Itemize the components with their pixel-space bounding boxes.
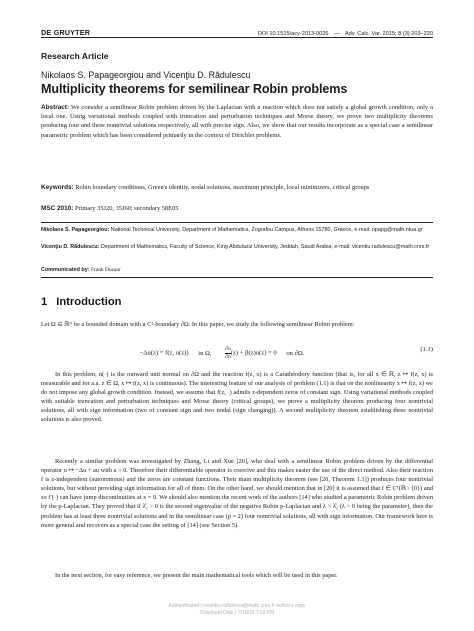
header-rule	[41, 37, 433, 38]
paragraph-2: Recently a similar problem was investigated by Zhang, Li and Xue [20], who deal with a semilinear Robin problem driven by the differential operator u ↦ −Δu + au with a > 0. Therefore their differentiable operator is coercive and this makes easier the use of the direct method. Also their reaction f is z-independent (autonomous) and the zeros are constant functions. Their main multiplicity theorem (see [20, Theorem 1.1]) produces four nontrivial solutions, but without providing sign information for all of them. On the other hand, we should mention that in [20] it is assumed that f ∈ C¹(ℝ \ {0}) and so f′(·) can have jump discontinuities at x = 0. We should also mention the recent work of the authors [14] who studied a parametric Robin problem driven by the p-Laplacian. They proved that if λ̂₂ > 0 is the second eigenvalue of the negative Robin p-Laplacian and λ > λ̂₂ (λ > 0 being the parameter), then the problem has at least three nontrivial solutions and in the semilinear case (p = 2) four nontrivial solutions, all with sign information. Our framework here is more general and recovers as a special case the setting of [14] (see Section 5).	[41, 458, 433, 529]
publisher-logo: DE GRUYTER	[41, 28, 91, 37]
equation-boundary: on ∂Ω.	[286, 349, 305, 357]
affiliation-2	[41, 243, 433, 251]
header-divider: —	[334, 31, 340, 37]
section-number: 1	[41, 296, 48, 308]
equation-1-1	[41, 346, 433, 360]
equation-number: (1.1)	[420, 346, 433, 353]
footer-authenticated: Authenticated | vicentiu.radulescu@math.cnrs.fr author's copy	[168, 603, 306, 609]
affiliation-text: National Technical University, Department of Mathematics, Zografou Campus, Athens 15780, Greece, e-mail: npapg@math.ntua.gr	[110, 227, 423, 233]
front-matter-rule	[41, 277, 433, 278]
msc-text: Primary 35J20, 35J60; secondary 58E05	[74, 205, 179, 212]
communicated-label: Communicated by:	[41, 267, 90, 273]
communicated-by	[41, 267, 121, 273]
affiliation-name: Vicenţiu D. Rădulescu:	[41, 244, 100, 250]
article-type: Research Article	[41, 51, 109, 61]
affiliation-1	[41, 226, 433, 234]
affiliation-text: Department of Mathematics, Faculty of Science, King Abdulaziz University, Jeddah, Saudi Arabia, e-mail: vicentiu.radulescu@math.cnrs.fr	[100, 244, 430, 250]
paragraph-1: In this problem, n(·) is the outward unit normal on ∂Ω and the reaction f(z, x) is a Carathéodory function (that is, for all x ∈ ℝ, z ↦ f(z, x) is measurable and for a.a. z ∈ Ω, x ↦ f(z, x) is continuous). The interesting feature of our analysis of problem (1.1) is that on the nonlinearity x ↦ f(z, x) we do not impose any global growth condition. Instead, we assume that f(z, ·) admits z-dependent zeros of constant sign. Using variational methods coupled with suitable truncation and perturbation techniques and Morse theory (critical groups), we prove a multiplicity theorem producing four nontrivial solutions, all with sign information (two of constant sign and two nodal (sign changing)). A second multiplicity theorem establishing three nontrivial solutions is also proved.	[41, 371, 433, 424]
frac-numerator: ∂u	[225, 346, 231, 352]
msc-label: MSC 2010:	[41, 205, 74, 212]
paragraph-3: In the next section, for easy reference, we present the main mathematical tools which will be used in this paper.	[55, 572, 338, 579]
section-title: Introduction	[56, 296, 122, 308]
keywords	[41, 183, 433, 192]
journal-citation: Adv. Calc. Var. 2015; 8 (3):203–220	[344, 31, 433, 37]
intro-paragraph: Let Ω ⊆ ℝᴺ be a bounded domain with a C²-boundary ∂Ω. In this paper, we study the following semilinear Robin problem:	[41, 321, 355, 328]
section-heading	[41, 296, 121, 308]
author-list: Nikolaos S. Papageorgiou and Vicenţiu D. Rădulescu	[41, 70, 251, 80]
equation-lhs: −Δu(z) = f(z, u(z))	[139, 349, 189, 357]
article-title: Multiplicity theorems for semilinear Robin problems	[41, 82, 348, 96]
keywords-text: Robin boundary conditions, Green's identity, nodal solutions, maximum principle, local minimizers, critical groups	[75, 184, 370, 191]
equation-body	[41, 346, 403, 360]
footer-download-date: Download Date | 7/10/15 7:22 PM	[199, 610, 275, 616]
abstract-text: We consider a semilinear Robin problem driven by the Laplacian with a reaction which does not satisfy a global growth condition, only a local one. Using variational methods coupled with truncation and perturbation techniques and Morse theory, we prove two multiplicity theorems producing four and three nontrivial solutions respectively, all with precise sign. Also, we show that our results incorporate as a special case a semilinear parametric problem which has been considered primarily in the context of Dirichlet problems.	[41, 104, 433, 139]
abstract	[41, 103, 433, 140]
communicated-name: Frank Duzaar	[91, 267, 121, 273]
affiliation-name: Nikolaos S. Papageorgiou:	[41, 227, 110, 233]
equation-domain: in Ω,	[198, 349, 212, 357]
equation-rhs: (z) + β(z)u(z) = 0	[230, 349, 277, 357]
abstract-label: Abstract:	[41, 104, 70, 111]
frac-denominator: ∂n	[225, 353, 231, 360]
msc-classification	[41, 205, 433, 212]
download-footer	[0, 603, 474, 617]
doi-link[interactable]: DOI 10.1515/acv-2013-0026	[257, 31, 329, 37]
journal-header	[41, 28, 433, 37]
keywords-label: Keywords:	[41, 184, 74, 191]
affiliation-rule	[41, 222, 433, 223]
